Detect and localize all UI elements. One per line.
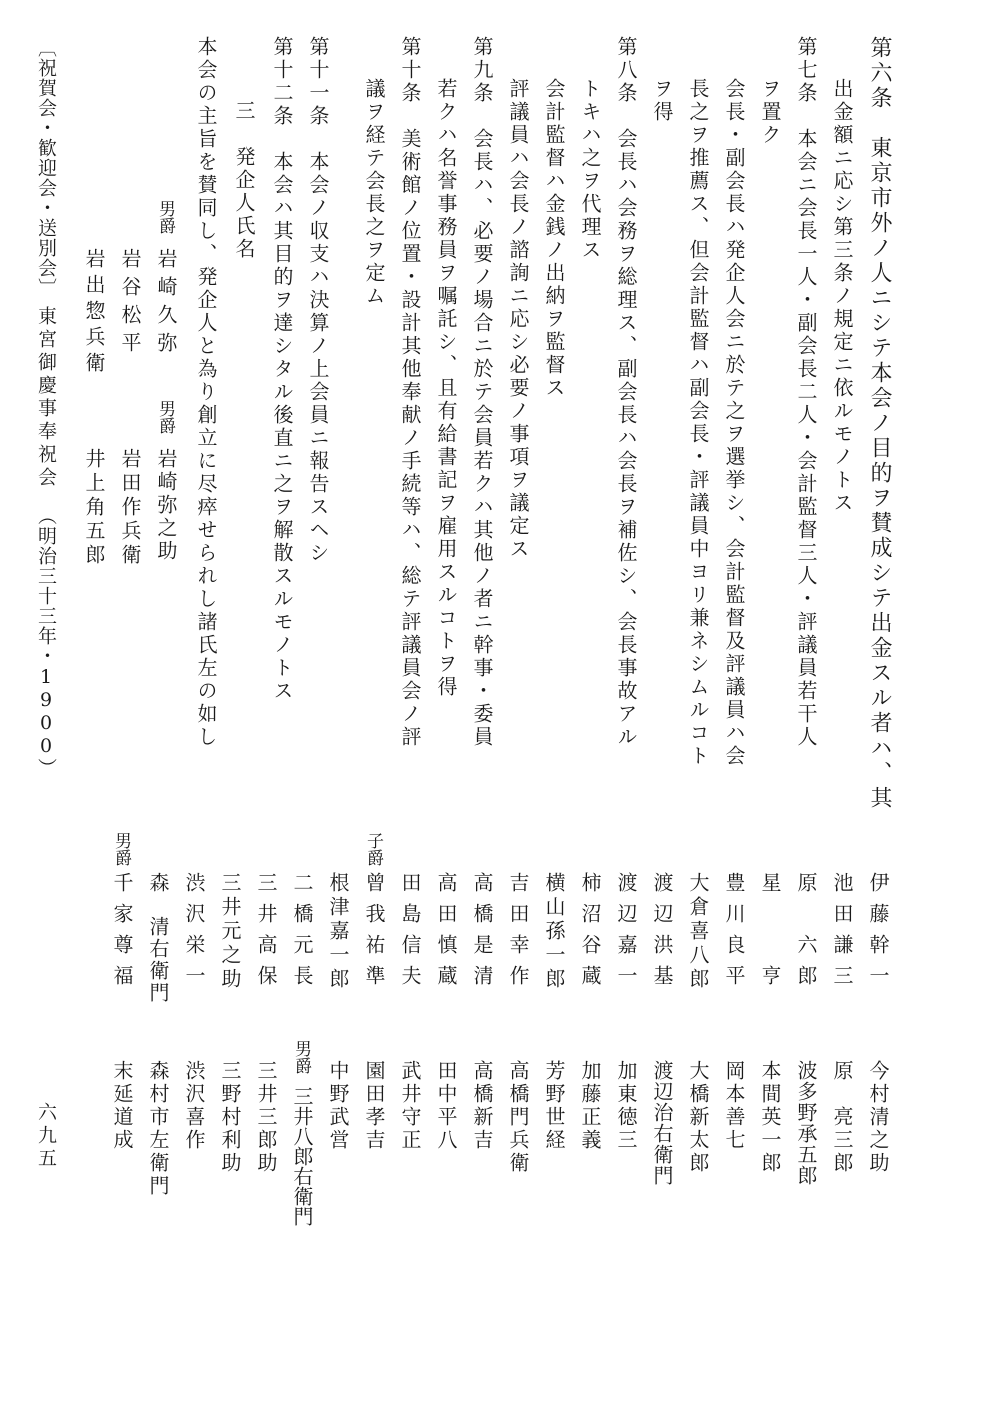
- rank-label: 男爵: [291, 1040, 311, 1074]
- name-entry: 波多野承五郎: [794, 1060, 818, 1186]
- intro-text: 本会の主旨を賛同し、発企人と為り創立に尽瘁せられし諸氏左の如し: [194, 36, 218, 749]
- name-entry: 末延道成: [110, 1060, 134, 1152]
- running-head-title: 東宮御慶事奉祝会: [35, 306, 57, 490]
- signatory-name: 岩谷松平: [118, 248, 142, 360]
- rank-label: 子爵: [363, 832, 383, 866]
- article-6-line-1: 第六条 東京市外ノ人ニシテ本会ノ目的ヲ賛成シテ出金スル者ハ、其: [867, 36, 892, 811]
- article-7-para-line-1: 会長・副会長ハ発企人会ニ於テ之ヲ選挙シ、会計監督及評議員ハ会: [722, 78, 746, 768]
- name-entry: 吉田幸作: [506, 872, 530, 996]
- running-head-category: 〔祝賀会・歓迎会・送別会〕: [35, 38, 57, 298]
- name-entry: 高田慎蔵: [434, 872, 458, 996]
- name-entry: 渋沢栄一: [182, 872, 206, 996]
- name-entry: 二橋元長: [290, 872, 314, 996]
- running-head-date: （明治三十三年・1900）: [35, 506, 57, 778]
- name-entry: 本間英一郎: [758, 1060, 782, 1175]
- name-entry: 大倉喜八郎: [686, 872, 710, 992]
- name-entry: 渋沢喜作: [182, 1060, 206, 1152]
- article-7-para-line-2: 長之ヲ推薦ス、但会計監督ハ副会長・評議員中ヨリ兼ネシムルコト: [686, 78, 710, 768]
- rank-label: 男爵: [111, 832, 131, 866]
- name-entry: 田島信夫: [398, 872, 422, 996]
- name-entry: 武井守正: [398, 1060, 422, 1152]
- name-entry: 原 亮三郎: [830, 1060, 854, 1175]
- name-entry: 岡本善七: [722, 1060, 746, 1152]
- name-entry: 三井三郎助: [254, 1060, 278, 1175]
- name-entry: 田中平八: [434, 1060, 458, 1152]
- name-entry: 園田孝吉: [362, 1060, 386, 1152]
- name-entry: 柿沼谷蔵: [578, 872, 602, 996]
- article-8-line-2: トキハ之ヲ代理ス: [578, 78, 602, 262]
- name-entry: 渡辺洪基: [650, 872, 674, 996]
- article-9-line-1: 第九条 会長ハ、必要ノ場合ニ於テ会員若クハ其他ノ者ニ幹事・委員: [470, 36, 494, 749]
- signatory-name: 岩崎弥之助: [154, 448, 178, 563]
- article-10-line-2: 議ヲ経テ会長之ヲ定ム: [362, 78, 386, 308]
- name-entry: 高橋是清: [470, 872, 494, 996]
- name-entry: 三井元之助: [218, 872, 242, 992]
- article-8-line-1: 第八条 会長ハ会務ヲ総理ス、副会長ハ会長ヲ補佐シ、会長事故アル: [614, 36, 638, 749]
- article-10-line-1: 第十条 美術館ノ位置・設計其他奉献ノ手続等ハ、総テ評議員会ノ評: [398, 36, 422, 749]
- name-entry: 森村市左衛門: [146, 1060, 170, 1198]
- section-heading: 三 発企人氏名: [232, 100, 256, 261]
- name-entry: 豊川良平: [722, 872, 746, 996]
- name-entry: 芳野世経: [542, 1060, 566, 1152]
- name-entry: 三井八郎右衛門: [290, 1086, 314, 1226]
- rank-label: 男爵: [155, 200, 175, 234]
- rank-label: 男爵: [155, 400, 175, 434]
- article-7-line-2: ヲ置ク: [758, 78, 782, 147]
- signatory-name: 岩田作兵衛: [118, 448, 142, 568]
- name-entry: 曾我祐準: [362, 872, 386, 996]
- name-entry: 池田謙三: [830, 872, 854, 996]
- signatory-name: 岩崎久弥: [154, 248, 178, 360]
- article-9-line-2: 若クハ名誉事務員ヲ嘱託シ、且有給書記ヲ雇用スルコトヲ得: [434, 78, 458, 699]
- signatory-name: 岩出惣兵衛: [82, 248, 106, 378]
- article-7-para-line-3: ヲ得: [650, 78, 674, 124]
- name-entry: 千家尊福: [110, 872, 134, 996]
- name-entry: 星 亨: [758, 872, 782, 996]
- name-entry: 加東徳三: [614, 1060, 638, 1152]
- name-entry: 森 清右衛門: [146, 872, 170, 1004]
- article-6-line-2: 出金額ニ応シ第三条ノ規定ニ依ルモノトス: [830, 78, 854, 515]
- name-entry: 三野村利助: [218, 1060, 242, 1175]
- name-entry: 中野武営: [326, 1060, 350, 1152]
- name-entry: 大橋新太郎: [686, 1060, 710, 1175]
- name-entry: 原 六郎: [794, 872, 818, 996]
- name-entry: 高橋新吉: [470, 1060, 494, 1152]
- name-entry: 今村清之助: [866, 1060, 890, 1175]
- article-8-para-3: 評議員ハ会長ノ諮詢ニ応シ必要ノ事項ヲ議定ス: [506, 78, 530, 561]
- name-entry: 渡辺嘉一: [614, 872, 638, 996]
- name-entry: 渡辺治右衛門: [650, 1060, 674, 1186]
- article-11: 第十一条 本会ノ収支ハ決算ノ上会員ニ報告スヘシ: [306, 36, 330, 565]
- name-entry: 伊藤幹一: [866, 872, 890, 996]
- article-7-line-1: 第七条 本会ニ会長一人・副会長二人・会計監督三人・評議員若干人: [794, 36, 818, 749]
- signatory-name: 井上角五郎: [82, 448, 106, 568]
- name-entry: 横山孫一郎: [542, 872, 566, 992]
- article-8-para-2: 会計監督ハ金銭ノ出納ヲ監督ス: [542, 78, 566, 400]
- name-entry: 加藤正義: [578, 1060, 602, 1152]
- name-entry: 根津嘉一郎: [326, 872, 350, 992]
- article-12: 第十二条 本会ハ其目的ヲ達シタル後直ニ之ヲ解散スルモノトス: [270, 36, 294, 703]
- page-number: 六九五: [35, 1102, 57, 1171]
- name-entry: 高橋門兵衛: [506, 1060, 530, 1175]
- name-entry: 三井高保: [254, 872, 278, 996]
